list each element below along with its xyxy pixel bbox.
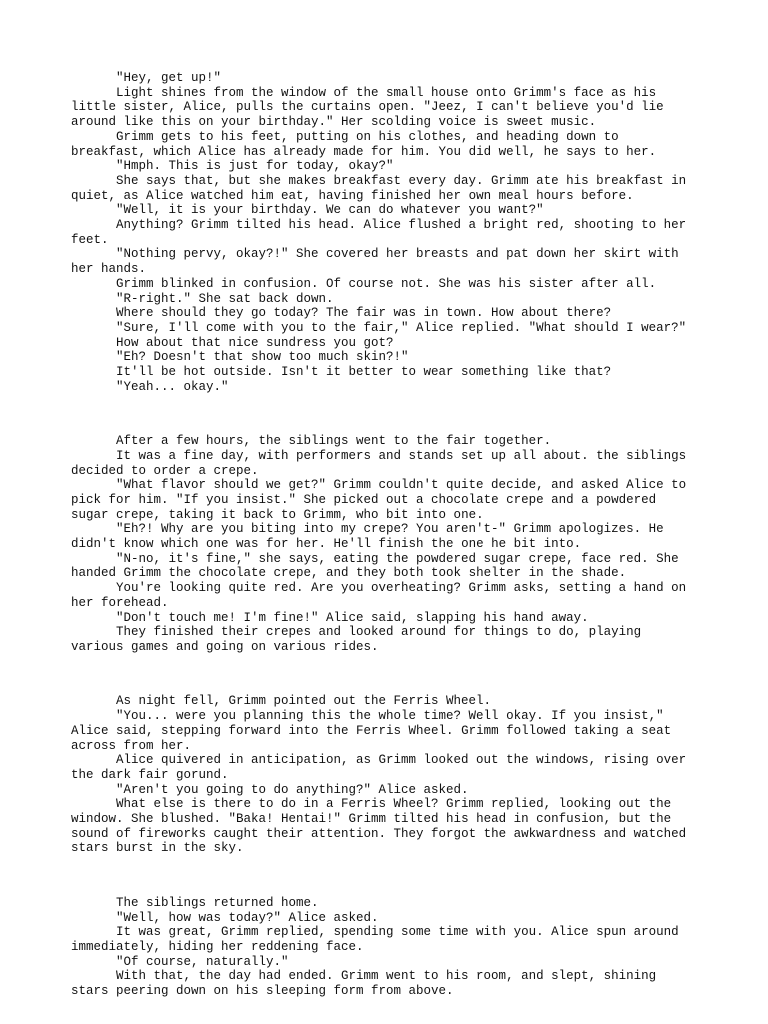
paragraph: Anything? Grimm tilted his head. Alice flushed a bright red, shooting to her feet. <box>71 218 687 247</box>
paragraph: "Eh?! Why are you biting into my crepe? You aren't-" Grimm apologizes. He didn't know which one was for her. He'll finish the one he bit into. <box>71 522 664 552</box>
paragraph: It'll be hot outside. Isn't it better to wear something like that? <box>116 365 612 380</box>
paragraph: "R-right." She sat back down. <box>116 291 334 306</box>
paragraph: "Aren't you going to do anything?" Alice asked. <box>116 782 469 797</box>
paragraph: What else is there to do in a Ferris Wheel? Grimm replied, looking out the window. She blushed. "Baka! Hentai!" Grimm tilted his head in confusion, but the sound of fireworks caught their attention. They forgot the awkwardness and watched stars burst in the sky. <box>71 797 687 856</box>
paragraph: Alice quivered in anticipation, as Grimm looked out the windows, rising over the dark fair gorund. <box>71 753 687 782</box>
paragraph-break <box>71 869 696 884</box>
paragraph: "What flavor should we get?" Grimm couldn't quite decide, and asked Alice to pick for him. "If you insist." She picked out a chocolate crepe and a powdered sugar crepe, taking it back to Grimm, who bit into one. <box>71 478 687 522</box>
paragraph: It was a fine day, with performers and stands set up all about. the siblings decided to order a crepe. <box>71 448 687 478</box>
paragraph: The siblings returned home. <box>116 895 319 910</box>
paragraph: "Sure, I'll come with you to the fair," Alice replied. "What should I wear?" <box>116 320 687 335</box>
paragraph: "Don't touch me! I'm fine!" Alice said, slapping his hand away. <box>116 610 589 625</box>
paragraph: As night fell, Grimm pointed out the Ferris Wheel. <box>116 694 492 709</box>
paragraph: Light shines from the window of the small house onto Grimm's face as his little sister, Alice, pulls the curtains open. "Jeez, I can't believe you'd lie around like this on your birthday." Her scolding voice is sweet music. <box>71 85 664 130</box>
paragraph: She says that, but she makes breakfast every day. Grimm ate his breakfast in quiet, as Alice watched him eat, having finished her own meal hours before. <box>71 173 687 203</box>
paragraph: Where should they go today? The fair was in town. How about there? <box>116 306 612 321</box>
paragraph: "Hey, get up!" <box>116 71 222 85</box>
paragraph: With that, the day had ended. Grimm went to his room, and slept, shining stars peering down on his sleeping form from above. <box>71 969 657 999</box>
paragraph-break <box>71 667 696 682</box>
paragraph: "You... were you planning this the whole time? Well okay. If you insist," Alice said, stepping forward into the Ferris Wheel. Grimm followed taking a seat across from her. <box>71 709 672 753</box>
paragraph: They finished their crepes and looked around for things to do, playing various games and going on various rides. <box>71 625 642 654</box>
paragraph: "Nothing pervy, okay?!" She covered her breasts and pat down her skirt with her hands. <box>71 247 679 277</box>
paragraph: After a few hours, the siblings went to the fair together. <box>116 434 552 449</box>
paragraph: "Hmph. This is just for today, okay?" <box>116 159 394 174</box>
paragraph: Grimm gets to his feet, putting on his clothes, and heading down to breakfast, which Alice has already made for him. You did well, he says to her. <box>71 129 657 159</box>
paragraph: "Eh? Doesn't that show too much skin?!" <box>116 350 409 365</box>
document-page <box>71 71 696 999</box>
paragraph: Grimm blinked in confusion. Of course not. She was his sister after all. <box>116 276 657 291</box>
paragraph: "Well, how was today?" Alice asked. <box>116 910 379 925</box>
paragraph-break <box>71 407 696 422</box>
paragraph: You're looking quite red. Are you overheating? Grimm asks, setting a hand on her forehead. <box>71 581 687 610</box>
paragraph: "Of course, naturally." <box>116 954 289 969</box>
paragraph: How about that nice sundress you got? <box>116 335 394 350</box>
paragraph: "Well, it is your birthday. We can do whatever you want?" <box>116 203 544 218</box>
paragraph: It was great, Grimm replied, spending some time with you. Alice spun around immediately, hiding her reddening face. <box>71 925 679 954</box>
paragraph: "N-no, it's fine," she says, eating the powdered sugar crepe, face red. She handed Grimm the chocolate crepe, and they both took shelter in the shade. <box>71 551 679 581</box>
paragraph: "Yeah... okay." <box>116 379 229 394</box>
